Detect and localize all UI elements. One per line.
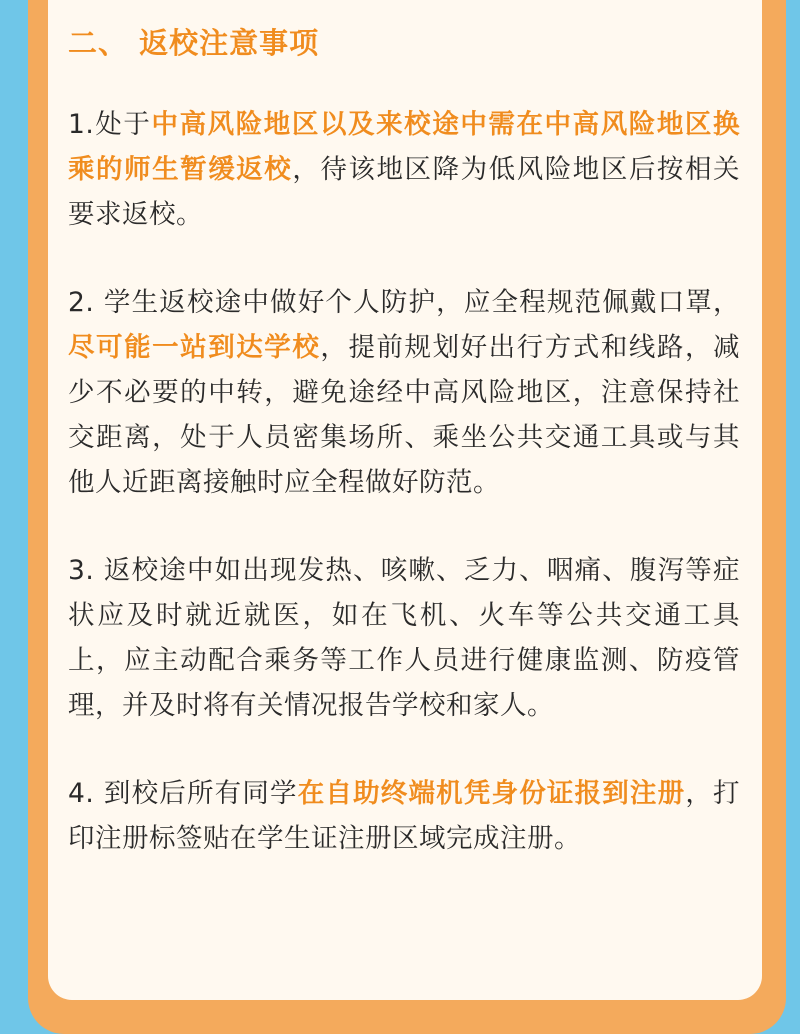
section-title: 二、 返校注意事项 bbox=[68, 26, 320, 60]
item-text: 1.处于 bbox=[68, 109, 152, 140]
notice-item-3 bbox=[68, 548, 740, 728]
notice-item-2 bbox=[68, 280, 740, 505]
item-text: ，待该地区降为低风险地区后按相关要求返校。 bbox=[68, 154, 741, 230]
notice-item-4 bbox=[68, 771, 740, 861]
notice-item-1 bbox=[68, 102, 740, 237]
item-text: 4. 到校后所有同学 bbox=[68, 778, 298, 809]
item-text: ，提前规划好出行方式和线路，减少不必要的中转，避免途经中高风险地区，注意保持社交距离，处于人员密集场所、乘坐公共交通工具或与其他人近距离接触时应全程做好防范。 bbox=[68, 332, 741, 498]
item-highlight: 尽可能一站到达学校 bbox=[68, 332, 321, 363]
item-highlight: 在自助终端机凭身份证报到注册 bbox=[297, 778, 686, 809]
item-highlight: 中高风险地区以及来校途中需在中高风险地区换乘的师生暂缓返校 bbox=[68, 109, 740, 185]
item-text: 2. 学生返校途中做好个人防护，应全程规范佩戴口罩， bbox=[68, 287, 740, 318]
item-text: 3. 返校途中如出现发热、咳嗽、乏力、咽痛、腹泻等症状应及时就近就医，如在飞机、火车等公共交通工具上，应主动配合乘务等工作人员进行健康监测、防疫管理，并及时将有关情况报告学校和家人。 bbox=[68, 555, 740, 721]
notice-card bbox=[48, 0, 762, 1000]
item-text: ，打印注册标签贴在学生证注册区域完成注册。 bbox=[68, 778, 740, 854]
